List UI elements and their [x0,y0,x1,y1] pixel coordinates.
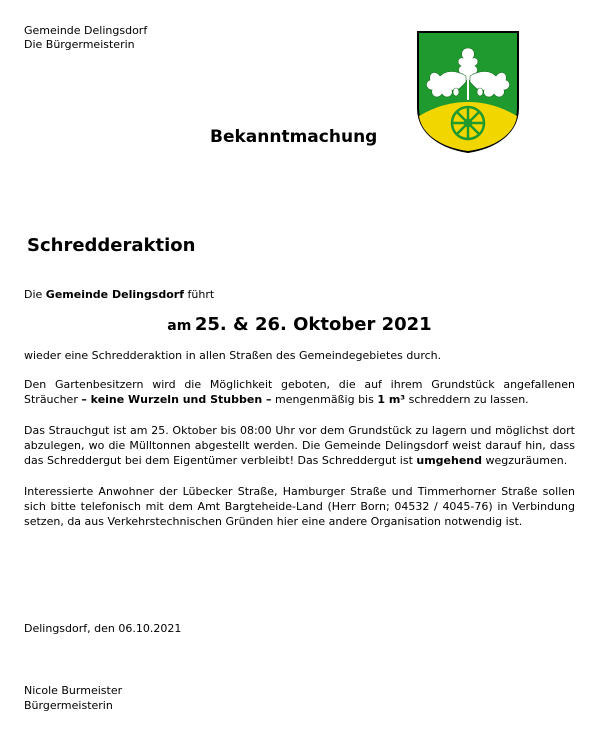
sender-office: Die Bürgermeisterin [24,38,135,51]
event-date-line [24,314,575,335]
paragraph-2 [24,377,575,407]
wheel [452,107,484,139]
p2-bold-2: 1 m³ [377,393,406,406]
intro-prefix: Die [24,288,46,301]
sender-block [24,24,147,52]
topic-title: Schredderaktion [27,235,196,256]
p2-text-3: schreddern zu lassen. [405,393,529,406]
signatory-name: Nicole Burmeister [24,684,123,697]
sender-municipality: Gemeinde Delingsdorf [24,24,148,37]
municipal-coat-of-arms-icon [416,30,520,154]
p2-text-1: Den Gartenbesitzern wird die Möglichkeit geboten, die auf ihrem Grundstück angefallenen Sträucher [24,378,575,406]
paragraph-1: wieder eine Schredderaktion in allen Straßen des Gemeindegebietes durch. [24,349,442,362]
date-prefix: am [167,318,192,334]
signature-block [24,683,122,713]
p2-text-2: mengenmäßig bis [271,393,378,406]
notice-body [24,287,575,529]
notice-heading: Bekanntmachung [210,127,378,147]
intro-suffix: führt [184,288,215,301]
intro-line [24,287,575,302]
p3-bold-1: umgehend [416,454,483,467]
p3-text-2: wegzuräumen. [482,454,568,467]
intro-municipality: Gemeinde Delingsdorf [45,288,185,301]
signatory-title: Bürgermeisterin [24,699,113,712]
paragraph-3 [24,423,575,468]
event-date: 25. & 26. Oktober 2021 [194,314,432,335]
p3-text-1: Das Strauchgut ist am 25. Oktober bis 08:00 Uhr vor dem Grundstück zu lagern und möglichst dort abzulegen, wo die Mülltonnen abgestellt werden. Die Gemeinde Delingsdorf weist darauf hin, dass das Schreddergut bei dem Eigentümer verbleibt! Das Schreddergut ist [24,424,575,467]
paragraph-4: Interessierte Anwohner der Lübecker Straße, Hamburger Straße und Timmerhorner Straße sollen sich bitte telefonisch mit dem Amt Bargteheide-Land (Herr Born; 04532 / 4045-76) in Verbindung setzen, da aus Verkehrstechnischen Gründen hier eine andere Organisation notwendig ist. [24,485,575,528]
p2-bold-1: – keine Wurzeln und Stubben – [81,393,272,406]
place-and-date: Delingsdorf, den 06.10.2021 [24,622,182,635]
